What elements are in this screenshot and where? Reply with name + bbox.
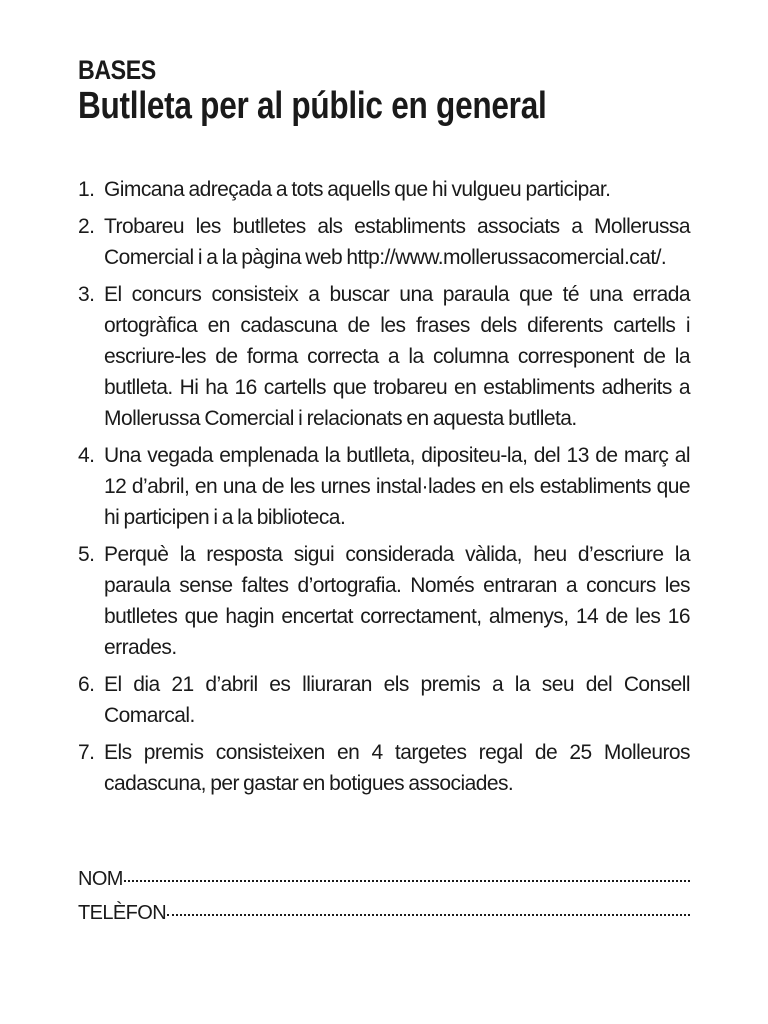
list-item-text: Trobareu les butlletes als establiments associats a Mollerussa Comercial i a la pàgina web http://www.mollerussacomercial.cat/. (104, 215, 690, 269)
list-item-text: Els premis consisteixen en 4 targetes regal de 25 Molleuros cadascuna, per gastar en botigues associades. (104, 741, 690, 795)
list-item-text: Una vegada emplenada la butlleta, dipositeu-la, del 13 de març al 12 d’abril, en una de les urnes instal·lades en els establiments que hi participen i a la biblioteca. (104, 444, 690, 529)
name-fill-line[interactable] (124, 862, 690, 882)
list-item-text: Gimcana adreçada a tots aquells que hi vulgueu participar. (104, 178, 611, 201)
list-item (78, 539, 690, 663)
name-field-label: NOM (78, 868, 123, 890)
list-item (78, 737, 690, 799)
list-item (78, 440, 690, 533)
list-item (78, 279, 690, 434)
list-item (78, 211, 690, 273)
list-item-number: 1. (78, 178, 95, 201)
rules-list (78, 174, 690, 805)
section-label: BASES (78, 55, 156, 85)
list-item-text: El dia 21 d’abril es lliuraran els premis a la seu del Consell Comarcal. (104, 673, 690, 727)
contact-form (78, 862, 690, 930)
list-item-number: 5. (78, 543, 95, 566)
phone-field[interactable] (78, 896, 690, 930)
page-title: Butlleta per al públic en general (78, 85, 547, 127)
list-item-number: 2. (78, 215, 95, 238)
list-item-number: 7. (78, 741, 95, 764)
list-item-number: 4. (78, 444, 95, 467)
list-item (78, 174, 690, 205)
list-item-number: 3. (78, 283, 95, 306)
list-item (78, 669, 690, 731)
phone-field-label: TELÈFON (78, 902, 167, 924)
list-item-number: 6. (78, 673, 95, 696)
phone-fill-line[interactable] (167, 896, 690, 916)
list-item-text: El concurs consisteix a buscar una paraula que té una errada ortogràfica en cadascuna de les frases dels diferents cartells i escriure-les de forma correcta a la columna corresponent de la butlleta. Hi ha 16 cartells que trobareu en establiments adherits a Mollerussa Comercial i relacionats en aquesta butlleta. (104, 283, 690, 430)
name-field[interactable] (78, 862, 690, 896)
list-item-text: Perquè la resposta sigui considerada vàlida, heu d’escriure la paraula sense faltes d’ortografia. Només entraran a concurs les butlletes que hagin encertat correctament, almenys, 14 de les 16 errades. (104, 543, 690, 659)
